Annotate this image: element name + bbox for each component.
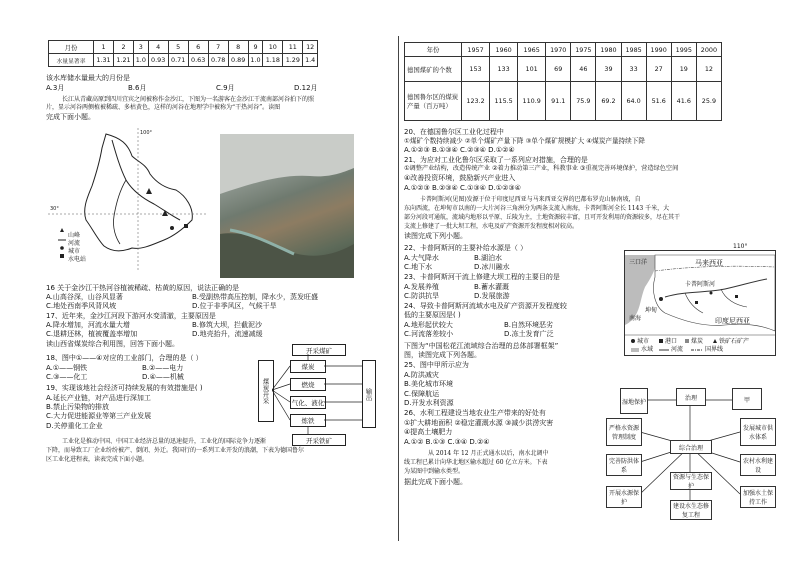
q19-option-d: D.关停重化工企业 bbox=[46, 422, 103, 430]
table-cell: 1.0 bbox=[248, 54, 263, 67]
table-cell: 德国鲁尔区的煤炭产量（百万吨） bbox=[405, 82, 462, 121]
table-cell: 3 bbox=[134, 41, 149, 54]
framework-top-right: 甲 bbox=[732, 388, 762, 410]
table-cell: 33 bbox=[621, 57, 646, 82]
q17-option-d: D.地壳抬升，流速减缓 bbox=[192, 330, 263, 338]
q18-option-c: C.③——化工 bbox=[46, 373, 88, 381]
kapuas-map bbox=[624, 243, 776, 356]
q26-items-2: ④提高土壤肥力 bbox=[404, 428, 453, 436]
question-20: 20、在德国鲁尔区工业化过程中 bbox=[404, 128, 504, 136]
songhua-framework bbox=[604, 382, 776, 542]
table-cell: 101 bbox=[518, 57, 546, 82]
table-cell: 1960 bbox=[490, 43, 518, 57]
map2-river: 卡普阿斯河 bbox=[685, 281, 716, 288]
table-row-output bbox=[405, 82, 722, 121]
table-cell: 133 bbox=[490, 57, 518, 82]
svg-text:100°: 100° bbox=[140, 130, 153, 136]
q22-option-b: B.湖泊水 bbox=[474, 254, 503, 262]
question-17: 17、近年来，金沙江河段下游河水变清澈，主要原因是 bbox=[46, 312, 216, 320]
table-cell: 0.71 bbox=[168, 54, 188, 67]
q24-option-d: D.冻土发育广泛 bbox=[504, 330, 554, 338]
framework-center: 综合治理 bbox=[670, 440, 712, 454]
passage-5-line-2: 图，读图完成下列各题。 bbox=[404, 351, 481, 359]
passage-4-line-5: 读图完成下列小题。 bbox=[404, 232, 467, 240]
option-b: B.6月 bbox=[128, 84, 147, 92]
table-cell: 1965 bbox=[518, 43, 546, 57]
table-cell: 27 bbox=[646, 57, 671, 82]
table-cell: 1970 bbox=[546, 43, 571, 57]
q25-option-c: C.保障航运 bbox=[404, 390, 440, 398]
table-cell: 25.9 bbox=[696, 82, 721, 121]
q19-option-c: C.大力促进能源业等第三产业发展 bbox=[46, 412, 152, 420]
right-column bbox=[404, 36, 776, 551]
table-cell: 1 bbox=[94, 41, 114, 54]
question-22: 22、卡普阿斯河的主要补给水源是（ ） bbox=[404, 244, 528, 252]
q21-items-2: ④改善投资环境，鼓励新兴产业进入 bbox=[404, 174, 516, 182]
framework-top-left: 湿地保护 bbox=[620, 388, 648, 414]
table-cell: 51.6 bbox=[646, 82, 671, 121]
q24-option-b: B.自然环境恶劣 bbox=[504, 321, 554, 329]
passage-2: 读山西省煤炭综合利用图，回答下面小题。 bbox=[46, 340, 179, 348]
table-row-years bbox=[405, 43, 722, 57]
framework-mid-right-2: 农村水利建设 bbox=[740, 454, 776, 476]
q18-option-d: D.④——机械 bbox=[142, 373, 184, 381]
framework-bottom-center: 资源与生态保护 bbox=[670, 472, 712, 490]
framework-bottom-mid: 建设水生态修复工程 bbox=[670, 500, 712, 520]
table-cell: 75.9 bbox=[571, 82, 596, 121]
table-cell: 月份 bbox=[49, 41, 94, 54]
question-16: 16 关于金沙江干热河谷植被稀疏、枯黄的原因，说法正确的是 bbox=[46, 284, 240, 292]
q20-items: ①煤矿个数持续减少 ②单个煤矿产量下降 ③单个煤矿规模扩大 ④煤炭产量持续下降 bbox=[404, 137, 645, 145]
passage-1-line-2: 片，显示河谷两侧植被稀疏、多枯黄色，这样的河谷在地理学中被称为“干热河谷”。读图 bbox=[46, 104, 281, 111]
table-cell: 1990 bbox=[646, 43, 671, 57]
question-23: 23、卡普阿斯河干流上修建大坝工程的主要目的是 bbox=[404, 273, 560, 281]
table-cell: 39 bbox=[596, 57, 621, 82]
q16-option-c: C.地处西南季风背风坡 bbox=[46, 302, 117, 310]
legend-hydropower: 水电站 bbox=[68, 256, 87, 263]
table-cell: 6 bbox=[188, 41, 208, 54]
flow-arrows bbox=[272, 354, 366, 438]
table-cell: 1.18 bbox=[263, 54, 283, 67]
question-intro: 该水库储水量最大的月份是 bbox=[46, 74, 130, 82]
table-cell: 69.2 bbox=[596, 82, 621, 121]
framework-mid-left-3: 开展水源保护 bbox=[606, 486, 642, 508]
table-row-mines bbox=[405, 57, 722, 82]
flow-top-box: 开采煤矿 bbox=[292, 344, 346, 356]
map2-legend-river: 河流 bbox=[671, 346, 684, 353]
question-24: 24、导致卡普阿斯河流域水电及矿产资源开发程度较 bbox=[404, 302, 567, 310]
flow-node-1: 煤炭 bbox=[290, 360, 326, 373]
q20-options: A.①②③ B.①③④ C.②③④ D.①②④ bbox=[404, 146, 515, 154]
q21-items: ①调整产业结构，改造传统产业 ②着力推动第三产业，科教事业 ③重视完善环境保护，营造绿色空间 bbox=[404, 165, 679, 172]
q22-option-d: D.冰川融水 bbox=[474, 263, 510, 271]
table-cell: 1.0 bbox=[134, 54, 149, 67]
passage-6-line-4: 据此完成下面小题。 bbox=[404, 478, 467, 486]
passage-1-line-3: 完成下面小题。 bbox=[46, 113, 95, 121]
question-18: 18、图中①——④对应的工业部门，合理的是（ ） bbox=[46, 354, 203, 362]
map2-country-1: 马来西亚 bbox=[695, 259, 723, 267]
table-row-months bbox=[49, 41, 318, 54]
question-21: 21、为应对工业化鲁尔区采取了一系列应对措施，合理的是 bbox=[404, 156, 588, 164]
question-26: 26、水利工程建设当地农业生产带来的好处有 bbox=[404, 409, 546, 417]
table-cell: 115.5 bbox=[490, 82, 518, 121]
map2-degree: 110° bbox=[733, 243, 748, 250]
table-cell: 123.2 bbox=[462, 82, 490, 121]
table-cell: 12 bbox=[696, 57, 721, 82]
q18-option-a: A.①——钢铁 bbox=[46, 364, 88, 372]
q24-option-c: C.河流落差较小 bbox=[404, 330, 454, 338]
q24-option-a: A.地形起伏较大 bbox=[404, 321, 453, 329]
map2-legend-port: 港口 bbox=[665, 338, 678, 345]
table-cell: 0.89 bbox=[228, 54, 248, 67]
q22-option-c: C.地下水 bbox=[404, 263, 433, 271]
q25-option-a: A.防洪减灾 bbox=[404, 371, 439, 379]
passage-4-line-3: 部分河段可通航，流域内地形以平原、丘陵为主，土地资源较丰富，且可开发利用的资源较多，尽在其干 bbox=[404, 214, 681, 221]
q25-option-b: B.美化城市环境 bbox=[404, 380, 454, 388]
flow-bottom-box: 开采铁矿 bbox=[292, 434, 346, 446]
table-cell: 1975 bbox=[571, 43, 596, 57]
map2-sea: 南海 bbox=[629, 315, 642, 322]
table-cell: 69 bbox=[546, 57, 571, 82]
q16-option-d: D.位于非季风区，气候干旱 bbox=[192, 302, 277, 310]
q23-option-c: C.防洪抗旱 bbox=[404, 292, 440, 300]
map2-legend-water: 水域 bbox=[641, 346, 654, 353]
flow-node-2: 燃烧 bbox=[290, 378, 326, 391]
table-cell: 1.29 bbox=[283, 54, 303, 67]
table-cell: 1980 bbox=[596, 43, 621, 57]
q18-option-b: B.②——电力 bbox=[142, 364, 184, 372]
map2-legend-city: 城市 bbox=[637, 338, 650, 345]
question-19: 19、实现该地社会经济可持续发展的有效措施是( ) bbox=[46, 384, 203, 392]
jinsha-river-map bbox=[46, 124, 208, 274]
q17-option-a: A.降水增加，河流水量大增 bbox=[46, 321, 130, 329]
table-cell: 年份 bbox=[405, 43, 462, 57]
q19-option-a: A.延长产业链，对产品进行深加工 bbox=[46, 394, 151, 402]
passage-3-line-2: 下降，而导致工厂企业纷纷被产、倒闭、外迁。我国行的一系列工业开发的浪潮，下表为德国鲁尔 bbox=[46, 447, 305, 454]
q26-options: A.①② B.①③ C.③④ D.②④ bbox=[404, 438, 490, 446]
table-cell: 19 bbox=[671, 57, 696, 82]
q17-option-c: C.退耕还林，植被覆盖率增加 bbox=[46, 330, 138, 338]
legend-river: 河流 bbox=[68, 240, 81, 247]
table-cell: 0.93 bbox=[148, 54, 168, 67]
table-cell: 1.31 bbox=[94, 54, 114, 67]
table-cell: 153 bbox=[462, 57, 490, 82]
q16-option-a: A.山高谷深，山谷风显著 bbox=[46, 293, 123, 301]
table-cell: 1957 bbox=[462, 43, 490, 57]
flow-node-3: 气化、液化 bbox=[290, 396, 326, 409]
table-cell: 1985 bbox=[621, 43, 646, 57]
table-cell: 2 bbox=[114, 41, 134, 54]
q17-option-b: B.修筑大坝，拦截泥沙 bbox=[192, 321, 263, 329]
framework-mid-left-1: 严格水资源管理制度 bbox=[606, 418, 642, 446]
passage-4-line-1: 卡普阿斯河(见图)发源于位于印度尼西亚与马来西亚交界的巴都布罗克山脉南坡，自 bbox=[420, 196, 641, 203]
table-cell: 0.63 bbox=[188, 54, 208, 67]
table-cell: 德国煤矿的个数 bbox=[405, 57, 462, 82]
table-row-values bbox=[49, 54, 318, 67]
legend-peak: 山峰 bbox=[68, 232, 81, 239]
q26-items: ①扩大耕地面积 ②稳定灌溉水源 ③减少洪涝灾害 bbox=[404, 419, 554, 427]
q16-option-b: B.受副热带高压控制，降水少，蒸发旺盛 bbox=[192, 293, 319, 301]
table-cell: 64.0 bbox=[621, 82, 646, 121]
passage-3-line-3: 区工业化进程表，读表完成下面小题。 bbox=[46, 456, 149, 463]
q23-option-b: B.蓄水灌溉 bbox=[474, 283, 510, 291]
table-cell: 7 bbox=[208, 41, 228, 54]
table-cell: 41.6 bbox=[671, 82, 696, 121]
q23-option-d: D.发展旅游 bbox=[474, 292, 510, 300]
framework-mid-left-2: 完善防洪体系 bbox=[606, 454, 642, 476]
table-cell: 2000 bbox=[696, 43, 721, 57]
passage-5-line-1: 下图为“中国松花江流域综合治理的总体部署框架” bbox=[404, 342, 559, 350]
passage-4-line-4: 支流上修建了一批大坝工程，水电及矿产资源开发程度相对较高。 bbox=[404, 223, 579, 230]
q25-option-d: D.开发水利资源 bbox=[404, 399, 454, 407]
q22-option-a: A.大气降水 bbox=[404, 254, 439, 262]
table-cell: 11 bbox=[283, 41, 303, 54]
flow-node-4: 炼铁 bbox=[290, 414, 326, 427]
passage-3-line-1: 工业化是推动中国、中国工业经济总量的迅速提升，工业化的国际竞争力逐渐 bbox=[62, 438, 267, 445]
table-cell: 1.4 bbox=[303, 54, 318, 67]
passage-6-line-1: 从 2014 年 12 月正式通水以后，南水北调中 bbox=[428, 450, 549, 457]
q19-option-b: B.禁止污染物的排放 bbox=[46, 403, 110, 411]
map2-country-3: 印度尼西亚 bbox=[715, 317, 750, 325]
flow-left-box: 煤炭开采 bbox=[258, 360, 274, 422]
map2-legend-border: 国界线 bbox=[705, 346, 724, 353]
framework-mid-right-1: 发展城市供水体系 bbox=[740, 418, 776, 446]
table-cell: 5 bbox=[168, 41, 188, 54]
table-cell: 9 bbox=[248, 41, 263, 54]
map2-place: 三口洋 bbox=[629, 259, 648, 266]
table-cell: 4 bbox=[148, 41, 168, 54]
passage-6-line-2: 线工程已累计向华北地区输水超过 60 亿立方米。下表 bbox=[404, 459, 548, 466]
ruhr-table bbox=[404, 42, 722, 121]
valley-photo bbox=[220, 134, 354, 278]
table-cell: 1995 bbox=[671, 43, 696, 57]
map2-legend-coal: 煤炭 bbox=[691, 338, 704, 345]
table-cell: 46 bbox=[571, 57, 596, 82]
left-column bbox=[46, 30, 394, 550]
table-cell: 水量显著率 bbox=[49, 54, 94, 67]
q23-option-a: A.发展养殖 bbox=[404, 283, 439, 291]
passage-1-line-1: 长江从青藏高原到四川宜宾之间被称作金沙江，下图为一名游客在金沙江干流南部河谷拍下的照 bbox=[62, 96, 315, 103]
option-c: C.9月 bbox=[216, 84, 235, 92]
table-cell: 8 bbox=[228, 41, 248, 54]
flow-right-box: 输出 bbox=[362, 360, 376, 428]
framework-top-mid: 治理 bbox=[676, 388, 706, 406]
table-cell: 12 bbox=[303, 41, 318, 54]
column-divider bbox=[398, 36, 399, 541]
monthly-water-table bbox=[48, 40, 318, 67]
question-24-line-2: 低的主要原因是( ) bbox=[404, 311, 461, 319]
map2-city: 坤甸 bbox=[645, 307, 658, 314]
question-25: 25、图中甲所示应为 bbox=[404, 361, 469, 369]
option-d: D.12月 bbox=[294, 84, 318, 92]
table-cell: 110.9 bbox=[518, 82, 546, 121]
passage-6-line-3: 为某图中到输水类型。 bbox=[404, 468, 465, 475]
legend-city: 城市 bbox=[68, 248, 81, 255]
q21-options: A.①②③ B.②③④ C.①③④ D.①②③④ bbox=[404, 184, 521, 192]
option-a: A.3月 bbox=[46, 84, 65, 92]
table-cell: 0.78 bbox=[208, 54, 228, 67]
svg-text:30°: 30° bbox=[50, 206, 59, 212]
passage-4-line-2: 东向西流，在坤甸市以南的一大片河谷三角洲分为两条支流入南海，卡普阿斯河全长 1143 千米，大 bbox=[404, 205, 670, 212]
map2-legend-iron: 铁矿石矿产 bbox=[719, 338, 750, 345]
table-cell: 91.1 bbox=[546, 82, 571, 121]
table-cell: 10 bbox=[263, 41, 283, 54]
framework-mid-right-3: 加强水土保持工作 bbox=[740, 486, 776, 508]
table-cell: 1.21 bbox=[114, 54, 134, 67]
